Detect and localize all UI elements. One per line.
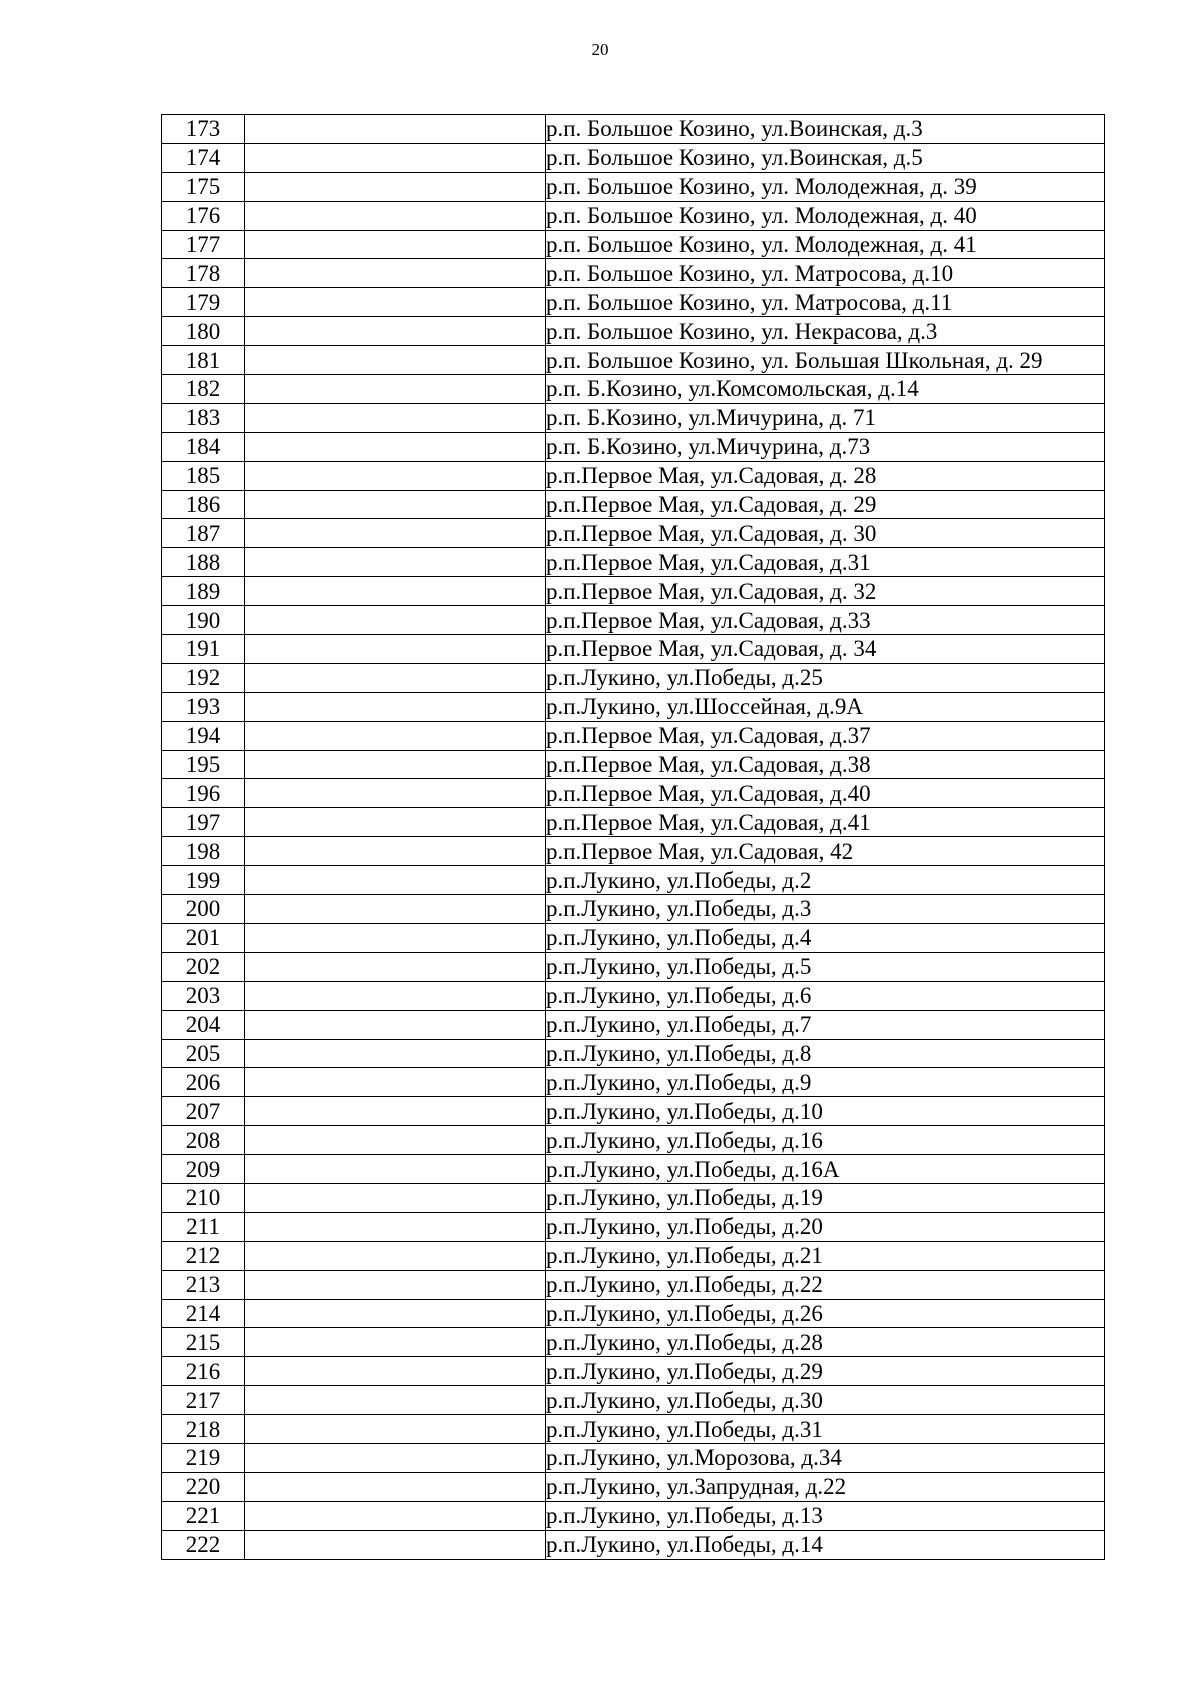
row-number: 221 — [162, 1501, 245, 1530]
row-number: 219 — [162, 1443, 245, 1472]
empty-cell — [245, 1472, 546, 1501]
empty-cell — [245, 1530, 546, 1559]
empty-cell — [245, 490, 546, 519]
row-number: 193 — [162, 692, 245, 721]
table-row — [162, 403, 1105, 432]
address-cell: р.п.Лукино, ул.Победы, д.30 — [546, 1386, 1105, 1415]
row-number: 189 — [162, 577, 245, 606]
row-number: 176 — [162, 201, 245, 230]
table-row — [162, 490, 1105, 519]
table-row — [162, 317, 1105, 346]
table-row — [162, 750, 1105, 779]
table-row — [162, 1443, 1105, 1472]
address-cell: р.п. Б.Козино, ул.Мичурина, д.73 — [546, 432, 1105, 461]
row-number: 215 — [162, 1328, 245, 1357]
address-cell: р.п. Б.Козино, ул.Мичурина, д. 71 — [546, 403, 1105, 432]
row-number: 204 — [162, 1010, 245, 1039]
table-row — [162, 230, 1105, 259]
table-row — [162, 1126, 1105, 1155]
empty-cell — [245, 692, 546, 721]
row-number: 201 — [162, 923, 245, 952]
row-number: 205 — [162, 1039, 245, 1068]
empty-cell — [245, 1501, 546, 1530]
empty-cell — [245, 143, 546, 172]
table-row — [162, 1270, 1105, 1299]
row-number: 222 — [162, 1530, 245, 1559]
table-row — [162, 1299, 1105, 1328]
row-number: 207 — [162, 1097, 245, 1126]
table-row — [162, 692, 1105, 721]
empty-cell — [245, 952, 546, 981]
row-number: 188 — [162, 548, 245, 577]
address-cell: р.п.Лукино, ул.Победы, д.8 — [546, 1039, 1105, 1068]
empty-cell — [245, 808, 546, 837]
row-number: 202 — [162, 952, 245, 981]
table-row — [162, 1386, 1105, 1415]
address-cell: р.п.Первое Мая, ул.Садовая, д.41 — [546, 808, 1105, 837]
row-number: 197 — [162, 808, 245, 837]
address-cell: р.п.Лукино, ул.Победы, д.6 — [546, 981, 1105, 1010]
empty-cell — [245, 1010, 546, 1039]
address-cell: р.п. Большое Козино, ул. Некрасова, д.3 — [546, 317, 1105, 346]
empty-cell — [245, 1241, 546, 1270]
row-number: 183 — [162, 403, 245, 432]
page-number: 20 — [591, 40, 609, 59]
empty-cell — [245, 1097, 546, 1126]
table-row — [162, 288, 1105, 317]
row-number: 213 — [162, 1270, 245, 1299]
table-row — [162, 577, 1105, 606]
empty-cell — [245, 1270, 546, 1299]
address-table-body — [162, 115, 1105, 1560]
address-cell: р.п.Лукино, ул.Победы, д.5 — [546, 952, 1105, 981]
empty-cell — [245, 115, 546, 144]
table-row — [162, 1068, 1105, 1097]
empty-cell — [245, 663, 546, 692]
row-number: 180 — [162, 317, 245, 346]
row-number: 187 — [162, 519, 245, 548]
empty-cell — [245, 1183, 546, 1212]
table-row — [162, 837, 1105, 866]
row-number: 211 — [162, 1212, 245, 1241]
address-cell: р.п.Первое Мая, ул.Садовая, д.38 — [546, 750, 1105, 779]
table-row — [162, 1501, 1105, 1530]
address-cell: р.п.Лукино, ул.Победы, д.31 — [546, 1415, 1105, 1444]
empty-cell — [245, 866, 546, 895]
address-cell: р.п.Лукино, ул.Шоссейная, д.9А — [546, 692, 1105, 721]
table-row — [162, 895, 1105, 924]
row-number: 178 — [162, 259, 245, 288]
address-cell: р.п.Лукино, ул.Победы, д.21 — [546, 1241, 1105, 1270]
empty-cell — [245, 750, 546, 779]
row-number: 209 — [162, 1155, 245, 1184]
address-cell: р.п.Лукино, ул.Победы, д.16 — [546, 1126, 1105, 1155]
address-cell: р.п.Первое Мая, ул.Садовая, д.31 — [546, 548, 1105, 577]
table-row — [162, 1039, 1105, 1068]
address-cell: р.п.Лукино, ул.Победы, д.10 — [546, 1097, 1105, 1126]
address-cell: р.п.Лукино, ул.Победы, д.19 — [546, 1183, 1105, 1212]
address-cell: р.п.Первое Мая, ул.Садовая, д. 30 — [546, 519, 1105, 548]
row-number: 203 — [162, 981, 245, 1010]
empty-cell — [245, 201, 546, 230]
row-number: 191 — [162, 635, 245, 664]
address-cell: р.п.Лукино, ул.Победы, д.16А — [546, 1155, 1105, 1184]
empty-cell — [245, 230, 546, 259]
empty-cell — [245, 721, 546, 750]
empty-cell — [245, 1415, 546, 1444]
address-cell: р.п. Б.Козино, ул.Комсомольская, д.14 — [546, 375, 1105, 404]
row-number: 216 — [162, 1357, 245, 1386]
table-row — [162, 1183, 1105, 1212]
table-row — [162, 1097, 1105, 1126]
table-row — [162, 346, 1105, 375]
row-number: 184 — [162, 432, 245, 461]
address-cell: р.п.Лукино, ул.Победы, д.25 — [546, 663, 1105, 692]
empty-cell — [245, 837, 546, 866]
row-number: 173 — [162, 115, 245, 144]
address-cell: р.п.Лукино, ул.Победы, д.22 — [546, 1270, 1105, 1299]
empty-cell — [245, 923, 546, 952]
address-cell: р.п. Большое Козино, ул. Молодежная, д. 40 — [546, 201, 1105, 230]
row-number: 198 — [162, 837, 245, 866]
table-row — [162, 519, 1105, 548]
empty-cell — [245, 432, 546, 461]
address-cell: р.п.Первое Мая, ул.Садовая, д.40 — [546, 779, 1105, 808]
row-number: 182 — [162, 375, 245, 404]
address-cell: р.п.Первое Мая, ул.Садовая, д. 34 — [546, 635, 1105, 664]
address-cell: р.п.Первое Мая, ул.Садовая, д.37 — [546, 721, 1105, 750]
address-cell: р.п.Лукино, ул.Победы, д.20 — [546, 1212, 1105, 1241]
table-row — [162, 663, 1105, 692]
table-row — [162, 1472, 1105, 1501]
empty-cell — [245, 259, 546, 288]
row-number: 196 — [162, 779, 245, 808]
empty-cell — [245, 1039, 546, 1068]
table-row — [162, 721, 1105, 750]
empty-cell — [245, 1299, 546, 1328]
row-number: 199 — [162, 866, 245, 895]
table-row — [162, 432, 1105, 461]
empty-cell — [245, 981, 546, 1010]
empty-cell — [245, 577, 546, 606]
table-row — [162, 1010, 1105, 1039]
address-cell: р.п.Лукино, ул.Победы, д.7 — [546, 1010, 1105, 1039]
address-cell: р.п.Лукино, ул.Победы, д.26 — [546, 1299, 1105, 1328]
address-cell: р.п. Большое Козино, ул. Молодежная, д. 41 — [546, 230, 1105, 259]
address-cell: р.п.Лукино, ул.Победы, д.9 — [546, 1068, 1105, 1097]
table-row — [162, 1155, 1105, 1184]
empty-cell — [245, 1155, 546, 1184]
empty-cell — [245, 1443, 546, 1472]
table-row — [162, 635, 1105, 664]
empty-cell — [245, 1126, 546, 1155]
empty-cell — [245, 375, 546, 404]
table-row — [162, 1415, 1105, 1444]
empty-cell — [245, 1386, 546, 1415]
empty-cell — [245, 1068, 546, 1097]
row-number: 175 — [162, 172, 245, 201]
empty-cell — [245, 779, 546, 808]
row-number: 181 — [162, 346, 245, 375]
table-row — [162, 1328, 1105, 1357]
row-number: 218 — [162, 1415, 245, 1444]
empty-cell — [245, 1212, 546, 1241]
table-row — [162, 779, 1105, 808]
empty-cell — [245, 403, 546, 432]
table-row — [162, 1357, 1105, 1386]
empty-cell — [245, 606, 546, 635]
row-number: 220 — [162, 1472, 245, 1501]
empty-cell — [245, 346, 546, 375]
address-cell: р.п.Первое Мая, ул.Садовая, д. 32 — [546, 577, 1105, 606]
empty-cell — [245, 1328, 546, 1357]
table-row — [162, 923, 1105, 952]
address-table — [161, 114, 1105, 1560]
empty-cell — [245, 895, 546, 924]
row-number: 195 — [162, 750, 245, 779]
address-cell: р.п.Первое Мая, ул.Садовая, д. 29 — [546, 490, 1105, 519]
address-cell: р.п. Большое Козино, ул.Воинская, д.3 — [546, 115, 1105, 144]
address-cell: р.п. Большое Козино, ул. Матросова, д.10 — [546, 259, 1105, 288]
table-row — [162, 952, 1105, 981]
empty-cell — [245, 519, 546, 548]
table-row — [162, 115, 1105, 144]
row-number: 190 — [162, 606, 245, 635]
row-number: 194 — [162, 721, 245, 750]
address-cell: р.п.Лукино, ул.Победы, д.4 — [546, 923, 1105, 952]
empty-cell — [245, 1357, 546, 1386]
row-number: 217 — [162, 1386, 245, 1415]
table-row — [162, 201, 1105, 230]
empty-cell — [245, 317, 546, 346]
row-number: 179 — [162, 288, 245, 317]
address-cell: р.п.Лукино, ул.Победы, д.3 — [546, 895, 1105, 924]
table-row — [162, 461, 1105, 490]
table-row — [162, 172, 1105, 201]
address-cell: р.п.Первое Мая, ул.Садовая, д.33 — [546, 606, 1105, 635]
empty-cell — [245, 548, 546, 577]
row-number: 212 — [162, 1241, 245, 1270]
row-number: 192 — [162, 663, 245, 692]
address-cell: р.п.Первое Мая, ул.Садовая, 42 — [546, 837, 1105, 866]
row-number: 177 — [162, 230, 245, 259]
address-cell: р.п. Большое Козино, ул. Матросова, д.11 — [546, 288, 1105, 317]
row-number: 210 — [162, 1183, 245, 1212]
row-number: 186 — [162, 490, 245, 519]
address-cell: р.п.Лукино, ул.Победы, д.13 — [546, 1501, 1105, 1530]
row-number: 214 — [162, 1299, 245, 1328]
address-cell: р.п.Лукино, ул.Победы, д.29 — [546, 1357, 1105, 1386]
table-row — [162, 808, 1105, 837]
table-row — [162, 866, 1105, 895]
empty-cell — [245, 172, 546, 201]
address-cell: р.п.Лукино, ул.Победы, д.14 — [546, 1530, 1105, 1559]
address-cell: р.п.Лукино, ул.Запрудная, д.22 — [546, 1472, 1105, 1501]
empty-cell — [245, 461, 546, 490]
address-cell: р.п. Большое Козино, ул. Большая Школьная, д. 29 — [546, 346, 1105, 375]
address-cell: р.п. Большое Козино, ул. Молодежная, д. 39 — [546, 172, 1105, 201]
table-row — [162, 1530, 1105, 1559]
row-number: 174 — [162, 143, 245, 172]
address-cell: р.п.Лукино, ул.Победы, д.28 — [546, 1328, 1105, 1357]
empty-cell — [245, 635, 546, 664]
address-cell: р.п.Лукино, ул.Победы, д.2 — [546, 866, 1105, 895]
table-row — [162, 606, 1105, 635]
row-number: 206 — [162, 1068, 245, 1097]
row-number: 185 — [162, 461, 245, 490]
table-row — [162, 375, 1105, 404]
empty-cell — [245, 288, 546, 317]
row-number: 200 — [162, 895, 245, 924]
row-number: 208 — [162, 1126, 245, 1155]
table-row — [162, 1241, 1105, 1270]
table-row — [162, 981, 1105, 1010]
address-cell: р.п. Большое Козино, ул.Воинская, д.5 — [546, 143, 1105, 172]
table-row — [162, 143, 1105, 172]
address-cell: р.п.Лукино, ул.Морозова, д.34 — [546, 1443, 1105, 1472]
table-row — [162, 259, 1105, 288]
address-cell: р.п.Первое Мая, ул.Садовая, д. 28 — [546, 461, 1105, 490]
table-row — [162, 1212, 1105, 1241]
table-row — [162, 548, 1105, 577]
